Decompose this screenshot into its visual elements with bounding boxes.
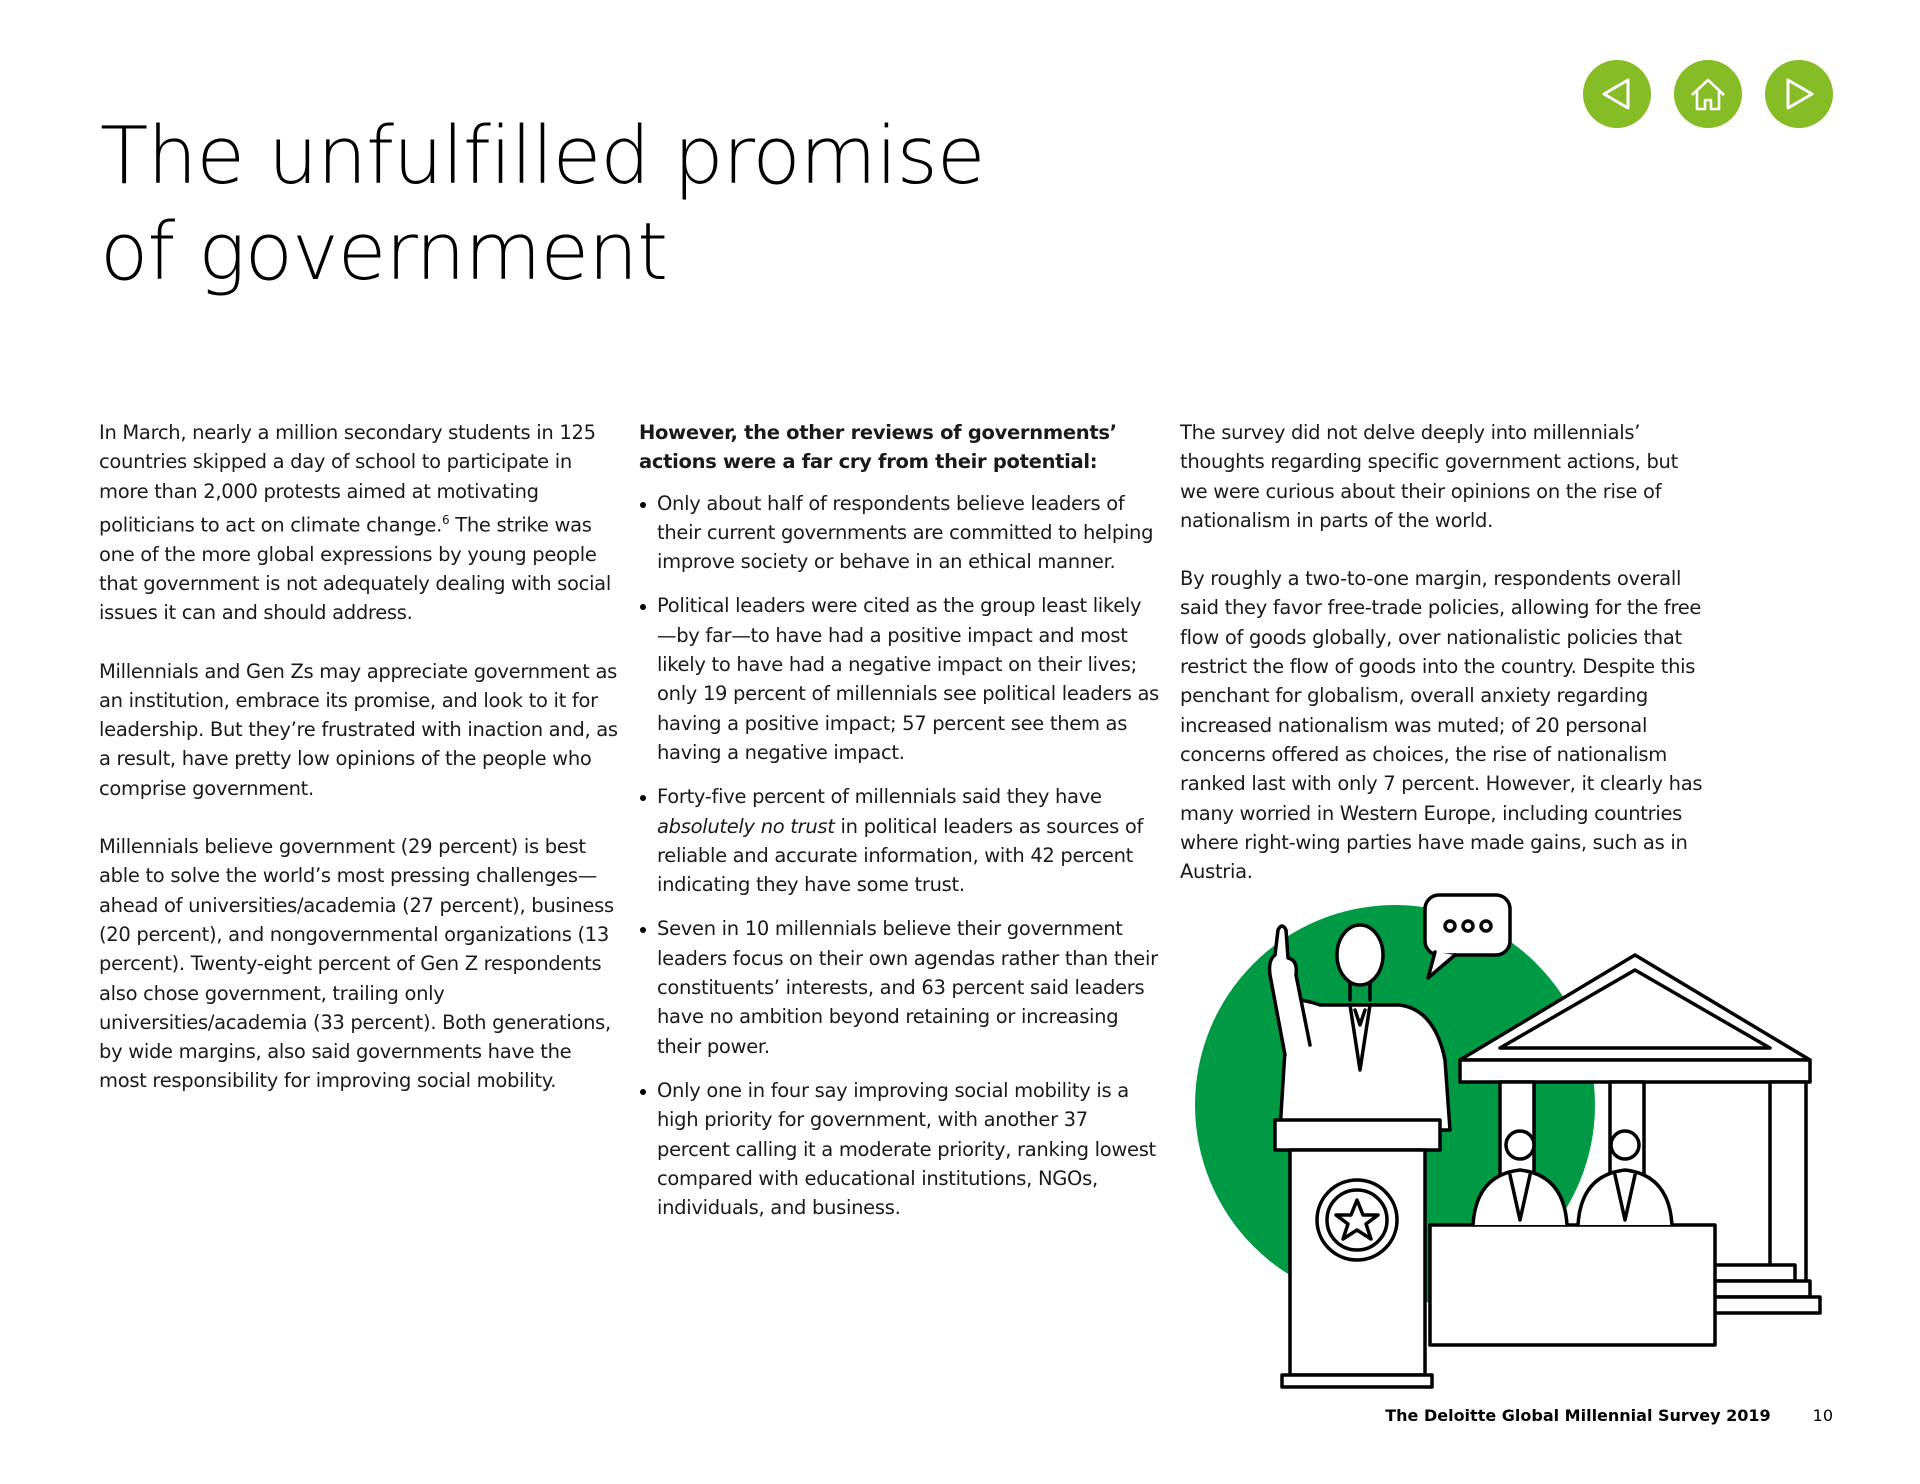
page-footer bbox=[1385, 1406, 1833, 1425]
home-button[interactable] bbox=[1674, 60, 1742, 128]
paragraph: By roughly a two-to-one margin, respondents overall said they favor free-trade policies, allowing for the free flow of goods globally, over nationalistic policies that restrict the flow of goods into the country. Despite this penchant for globalism, overall anxiety regarding increased nationalism was muted; of 20 personal concerns offered as choices, the rise of nationalism ranked last with only 7 percent. However, it clearly has many worried in Western Europe, including countries where right-wing parties have made gains, such as in Austria. bbox=[1180, 567, 1703, 884]
triangle-left-icon bbox=[1597, 74, 1637, 114]
page-number: 10 bbox=[1812, 1406, 1833, 1425]
bullet-intro: However, the other reviews of governments’ actions were a far cry from their potential: bbox=[639, 421, 1117, 474]
emphasis-text: absolutely no trust bbox=[657, 814, 835, 838]
text-column-2 bbox=[639, 418, 1159, 1237]
page-title-line-1: The unfulfilled promise bbox=[100, 110, 985, 202]
paragraph: Millennials believe government (29 percent) is best able to solve the world’s most pressing challenges—ahead of universities/academia (27 percent), business (20 percent), and nongovernmental organizations (13 percent). Twenty-eight percent of Gen Z respondents also chose government, trailing only universities/academia (33 percent). Both generations, by wide margins, also said governments have the most responsibility for improving social mobility. bbox=[99, 835, 614, 1093]
page-title bbox=[100, 108, 984, 300]
next-page-button[interactable] bbox=[1765, 60, 1833, 128]
list-item: Seven in 10 millennials believe their government leaders focus on their own agendas rather than their constituents’ interests, and 63 percent said leaders have no ambition beyond retaining or increasing their power. bbox=[639, 914, 1159, 1060]
list-item bbox=[639, 782, 1159, 899]
text-column-1 bbox=[99, 418, 619, 1125]
publication-title: The Deloitte Global Millennial Survey 2019 bbox=[1385, 1406, 1771, 1425]
triangle-right-icon bbox=[1779, 74, 1819, 114]
paragraph-text: In March, nearly a million secondary students in 125 countries skipped a day of school to participate in more than 2,000 protests aimed at motivating politicians to act on climate change. bbox=[99, 421, 596, 537]
paragraph-text: The strike was one of the more global expressions by young people that government is not adequately dealing with social issues it can and should address. bbox=[99, 513, 611, 625]
politician-podium-government-building-icon bbox=[1170, 880, 1830, 1400]
list-item: Only one in four say improving social mobility is a high priority for government, with another 37 percent calling it a moderate priority, ranking lowest compared with educational institutions, NGOs, individuals, and business. bbox=[639, 1076, 1159, 1222]
page-title-line-2: of government bbox=[100, 206, 668, 298]
footnote-marker: 6 bbox=[442, 512, 450, 527]
paragraph: The survey did not delve deeply into millennials’ thoughts regarding specific government actions, but we were curious about their opinions on the rise of nationalism in parts of the world. bbox=[1180, 421, 1678, 532]
text-column-3 bbox=[1180, 418, 1710, 915]
list-item: Political leaders were cited as the group least likely—by far—to have had a positive impact and most likely to have had a negative impact on their lives; only 19 percent of millennials see political leaders as having a positive impact; 57 percent see them as having a negative impact. bbox=[639, 591, 1159, 767]
list-item: Only about half of respondents believe leaders of their current governments are committed to helping improve society or behave in an ethical manner. bbox=[639, 489, 1159, 577]
home-icon bbox=[1687, 73, 1729, 115]
list-item-text: Forty-five percent of millennials said they have bbox=[657, 785, 1102, 809]
page-navigation bbox=[1583, 60, 1833, 128]
paragraph: Millennials and Gen Zs may appreciate government as an institution, embrace its promise, and look to it for leadership. But they’re frustrated with inaction and, as a result, have pretty low opinions of the people who comprise government. bbox=[99, 659, 618, 800]
previous-page-button[interactable] bbox=[1583, 60, 1651, 128]
bullet-list bbox=[639, 489, 1159, 1223]
list-item-text: in political leaders as sources of reliable and accurate information, with 42 percent indicating they have some trust. bbox=[657, 814, 1144, 897]
paragraph bbox=[99, 418, 619, 628]
